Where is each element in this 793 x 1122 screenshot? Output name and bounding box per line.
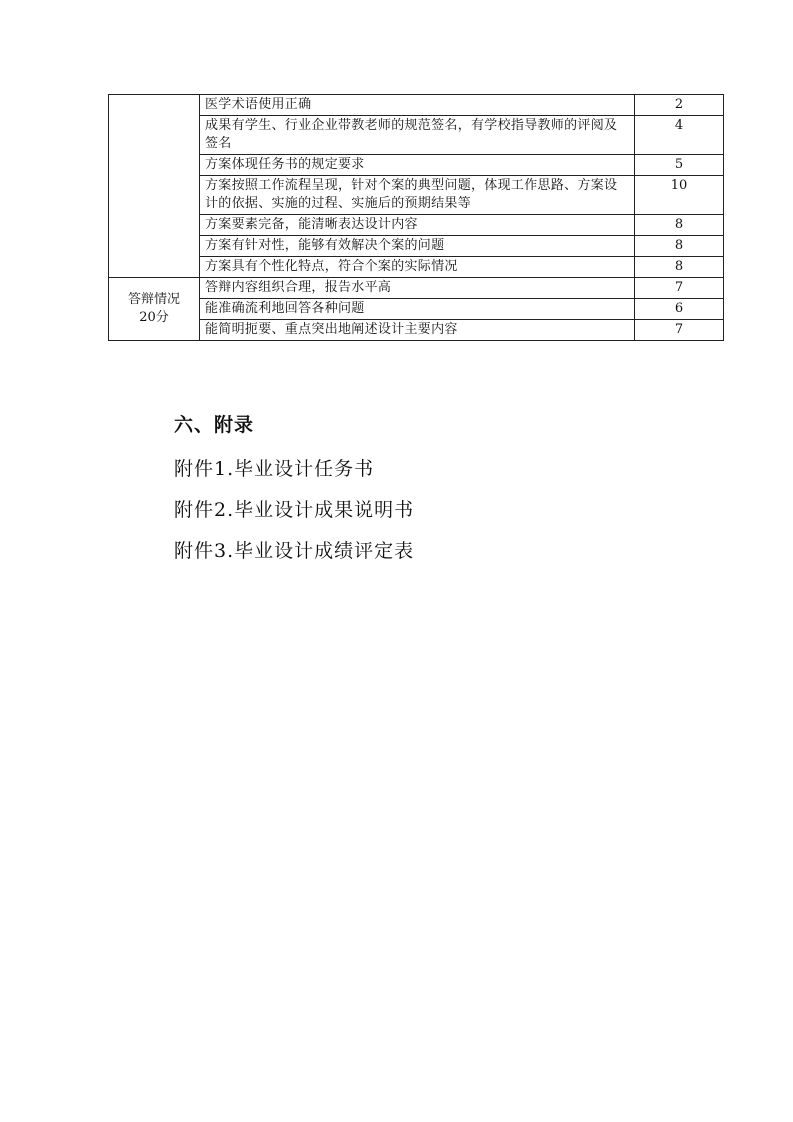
score-cell: 8 — [635, 257, 724, 278]
criterion-cell: 能准确流利地回答各种问题 — [200, 299, 635, 320]
category-cell — [109, 278, 200, 341]
category-cell — [109, 95, 200, 278]
table-row — [109, 278, 724, 299]
table-row — [109, 215, 724, 236]
table-row — [109, 116, 724, 155]
score-cell: 10 — [635, 176, 724, 215]
table-row — [109, 236, 724, 257]
appendix-item-3: 附件3.毕业设计成绩评定表 — [174, 540, 415, 562]
criterion-cell: 答辩内容组织合理，报告水平高 — [200, 278, 635, 299]
table-row — [109, 299, 724, 320]
table-row — [109, 95, 724, 116]
appendix-item-2: 附件2.毕业设计成果说明书 — [174, 499, 415, 521]
score-cell: 7 — [635, 320, 724, 341]
score-cell: 2 — [635, 95, 724, 116]
table-row — [109, 155, 724, 176]
table-row — [109, 176, 724, 215]
score-cell: 8 — [635, 236, 724, 257]
table-row — [109, 320, 724, 341]
criterion-cell: 方案有针对性，能够有效解决个案的问题 — [200, 236, 635, 257]
criterion-cell: 方案体现任务书的规定要求 — [200, 155, 635, 176]
criterion-cell: 方案具有个性化特点，符合个案的实际情况 — [200, 257, 635, 278]
criterion-cell: 方案按照工作流程呈现，针对个案的典型问题，体现工作思路、方案设计的依据、实施的过程、实施后的预期结果等 — [200, 176, 635, 215]
grading-table — [108, 94, 724, 341]
table-row — [109, 257, 724, 278]
category-label: 答辩情况 — [127, 292, 180, 307]
criterion-cell: 成果有学生、行业企业带教老师的规范签名，有学校指导教师的评阅及签名 — [200, 116, 635, 155]
category-points: 20分 — [139, 310, 169, 325]
score-cell: 6 — [635, 299, 724, 320]
score-cell: 5 — [635, 155, 724, 176]
criterion-cell: 能简明扼要、重点突出地阐述设计主要内容 — [200, 320, 635, 341]
criterion-cell: 方案要素完备，能清晰表达设计内容 — [200, 215, 635, 236]
score-cell: 8 — [635, 215, 724, 236]
appendix-item-1: 附件1.毕业设计任务书 — [174, 458, 375, 480]
score-cell: 7 — [635, 278, 724, 299]
section-heading: 六、附录 — [174, 414, 255, 436]
score-cell: 4 — [635, 116, 724, 155]
criterion-cell: 医学术语使用正确 — [200, 95, 635, 116]
